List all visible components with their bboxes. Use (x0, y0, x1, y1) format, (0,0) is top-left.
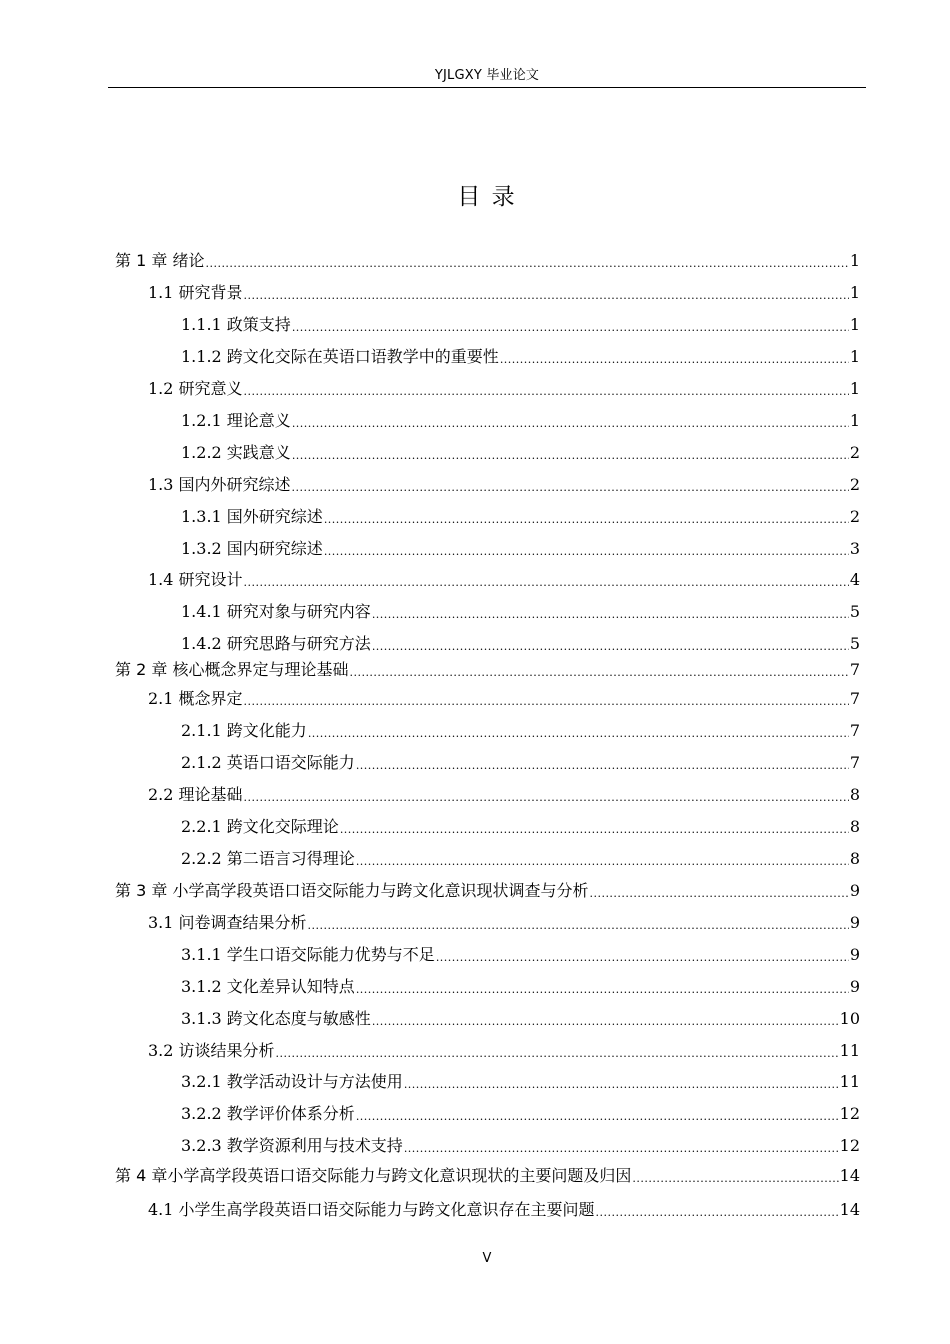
toc-entry-label: 1.3.1 国外研究综述 (181, 507, 323, 526)
toc-dot-leader (292, 442, 849, 464)
toc-entry[interactable] (181, 718, 860, 742)
toc-entry-label: 1.1 研究背景 (148, 283, 243, 302)
toc-entry-label: 1.3.2 国内研究综述 (181, 539, 323, 558)
toc-entry-label: 1.1.1 政策支持 (181, 315, 291, 334)
toc-entry-label: 2.2 理论基础 (148, 785, 243, 804)
toc-entry-page: 1 (849, 379, 860, 398)
toc-entry-page: 4 (849, 570, 860, 589)
toc-entry-label: 1.4 研究设计 (148, 570, 243, 589)
toc-entry-label: 1.2.2 实践意义 (181, 443, 291, 462)
toc-entry-page: 2 (849, 475, 860, 494)
toc-entry[interactable] (181, 942, 860, 966)
toc-entry[interactable] (148, 782, 860, 806)
toc-dot-leader (436, 944, 849, 966)
toc-dot-leader (244, 282, 849, 304)
toc-entry[interactable] (115, 878, 860, 902)
toc-dot-leader (244, 569, 849, 591)
toc-entry-page: 10 (839, 1009, 860, 1028)
toc-dot-leader (340, 816, 849, 838)
toc-entry-page: 7 (849, 721, 860, 740)
toc-dot-leader (356, 1103, 839, 1125)
toc-dot-leader (308, 720, 849, 742)
toc-entry[interactable] (148, 472, 860, 496)
toc-dot-leader (500, 346, 849, 368)
toc-entry[interactable] (181, 408, 860, 432)
toc-entry[interactable] (181, 1006, 860, 1030)
toc-entry-page: 8 (849, 849, 860, 868)
toc-entry[interactable] (148, 567, 860, 591)
toc-entry[interactable] (181, 312, 860, 336)
toc-entry-page: 1 (849, 411, 860, 430)
toc-dot-leader (324, 506, 849, 528)
toc-entry[interactable] (181, 1101, 860, 1125)
toc-entry-label: 1.4.2 研究思路与研究方法 (181, 634, 371, 653)
toc-entry-page: 14 (839, 1200, 860, 1219)
toc-entry-label: 2.1 概念界定 (148, 689, 243, 708)
toc-entry-page: 1 (849, 315, 860, 334)
toc-entry-page: 3 (849, 539, 860, 558)
toc-entry-label: 4.1 小学生高学段英语口语交际能力与跨文化意识存在主要问题 (148, 1200, 595, 1219)
toc-entry[interactable] (115, 248, 860, 272)
toc-dot-leader (205, 250, 848, 272)
toc-dot-leader (292, 314, 849, 336)
toc-entry-page: 1 (849, 283, 860, 302)
toc-entry[interactable] (181, 536, 860, 560)
toc-dot-leader (244, 378, 849, 400)
toc-entry[interactable] (181, 631, 860, 655)
toc-entry-page: 7 (849, 689, 860, 708)
toc-entry-label: 第 3 章 小学高学段英语口语交际能力与跨文化意识现状调查与分析 (115, 881, 589, 900)
header-rule (108, 87, 866, 88)
toc-entry-page: 2 (849, 443, 860, 462)
toc-dot-leader (589, 880, 848, 902)
toc-dot-leader (292, 410, 849, 432)
toc-entry-label: 3.1.2 文化差异认知特点 (181, 977, 355, 996)
toc-entry-page: 12 (839, 1104, 860, 1123)
page-header: YJLGXY 毕业论文 (434, 68, 540, 83)
toc-dot-leader (596, 1199, 839, 1221)
toc-entry-page: 14 (839, 1166, 860, 1185)
toc-entry-label: 第 1 章 绪论 (115, 251, 205, 270)
toc-entry-page: 9 (849, 977, 860, 996)
toc-entry-page: 2 (849, 507, 860, 526)
toc-entry-label: 2.1.1 跨文化能力 (181, 721, 307, 740)
toc-dot-leader (372, 1008, 839, 1030)
toc-entry-page: 11 (839, 1072, 860, 1091)
toc-dot-leader (356, 848, 849, 870)
toc-entry[interactable] (181, 504, 860, 528)
toc-entry-page: 1 (849, 251, 860, 270)
toc-entry-page: 8 (849, 785, 860, 804)
toc-entry[interactable] (148, 686, 860, 710)
toc-entry-label: 2.2.1 跨文化交际理论 (181, 817, 339, 836)
toc-entry-label: 3.1.3 跨文化态度与敏感性 (181, 1009, 371, 1028)
toc-dot-leader (308, 912, 849, 934)
toc-dot-leader (292, 474, 849, 496)
toc-entry-page: 5 (849, 634, 860, 653)
toc-entry-page: 9 (849, 945, 860, 964)
toc-entry[interactable] (181, 440, 860, 464)
toc-dot-leader (356, 752, 849, 774)
toc-entry[interactable] (181, 1133, 860, 1157)
toc-entry[interactable] (181, 974, 860, 998)
toc-entry-page: 7 (849, 660, 860, 679)
toc-dot-leader (244, 784, 849, 806)
toc-dot-leader (372, 633, 849, 655)
toc-dot-leader (276, 1040, 839, 1062)
toc-dot-leader (324, 538, 849, 560)
toc-entry[interactable] (148, 376, 860, 400)
toc-entry[interactable] (115, 1163, 860, 1187)
toc-entry[interactable] (181, 344, 860, 368)
toc-entry-label: 第 2 章 核心概念界定与理论基础 (115, 660, 349, 679)
toc-entry[interactable] (181, 599, 860, 623)
toc-entry-page: 11 (839, 1041, 860, 1060)
toc-dot-leader (244, 688, 849, 710)
toc-entry-label: 1.4.1 研究对象与研究内容 (181, 602, 371, 621)
toc-entry-label: 3.1 问卷调查结果分析 (148, 913, 307, 932)
toc-entry-page: 9 (849, 913, 860, 932)
toc-entry-label: 2.2.2 第二语言习得理论 (181, 849, 355, 868)
toc-entry[interactable] (181, 846, 860, 870)
toc-entry-label: 3.2.3 教学资源利用与技术支持 (181, 1136, 403, 1155)
toc-entry[interactable] (181, 750, 860, 774)
toc-entry[interactable] (148, 910, 860, 934)
toc-entry-page: 12 (839, 1136, 860, 1155)
toc-entry-label: 第 4 章小学高学段英语口语交际能力与跨文化意识现状的主要问题及归因 (115, 1166, 632, 1185)
toc-entry[interactable] (181, 814, 860, 838)
toc-entry-label: 1.2.1 理论意义 (181, 411, 291, 430)
toc-dot-leader (349, 659, 848, 681)
toc-entry-label: 3.2.2 教学评价体系分析 (181, 1104, 355, 1123)
toc-entry-page: 9 (849, 881, 860, 900)
toc-title: 目 录 (457, 184, 517, 210)
toc-entry-label: 1.1.2 跨文化交际在英语口语教学中的重要性 (181, 347, 499, 366)
toc-entry-label: 3.2 访谈结果分析 (148, 1041, 275, 1060)
toc-entry-label: 1.3 国内外研究综述 (148, 475, 291, 494)
toc-entry-label: 1.2 研究意义 (148, 379, 243, 398)
toc-entry[interactable] (148, 280, 860, 304)
toc-entry-label: 3.2.1 教学活动设计与方法使用 (181, 1072, 403, 1091)
toc-entry-label: 3.1.1 学生口语交际能力优势与不足 (181, 945, 435, 964)
toc-entry-page: 8 (849, 817, 860, 836)
toc-entry-page: 1 (849, 347, 860, 366)
page-number: V (482, 1251, 492, 1266)
toc-entry-label: 2.1.2 英语口语交际能力 (181, 753, 355, 772)
toc-entry-page: 5 (849, 602, 860, 621)
toc-entry-page: 7 (849, 753, 860, 772)
toc-dot-leader (404, 1135, 839, 1157)
toc-dot-leader (356, 976, 849, 998)
toc-entry[interactable] (181, 1069, 860, 1093)
toc-dot-leader (372, 601, 849, 623)
toc-entry[interactable] (115, 657, 860, 681)
toc-entry[interactable] (148, 1197, 860, 1221)
toc-dot-leader (632, 1165, 838, 1187)
toc-entry[interactable] (148, 1038, 860, 1062)
toc-dot-leader (404, 1071, 839, 1093)
